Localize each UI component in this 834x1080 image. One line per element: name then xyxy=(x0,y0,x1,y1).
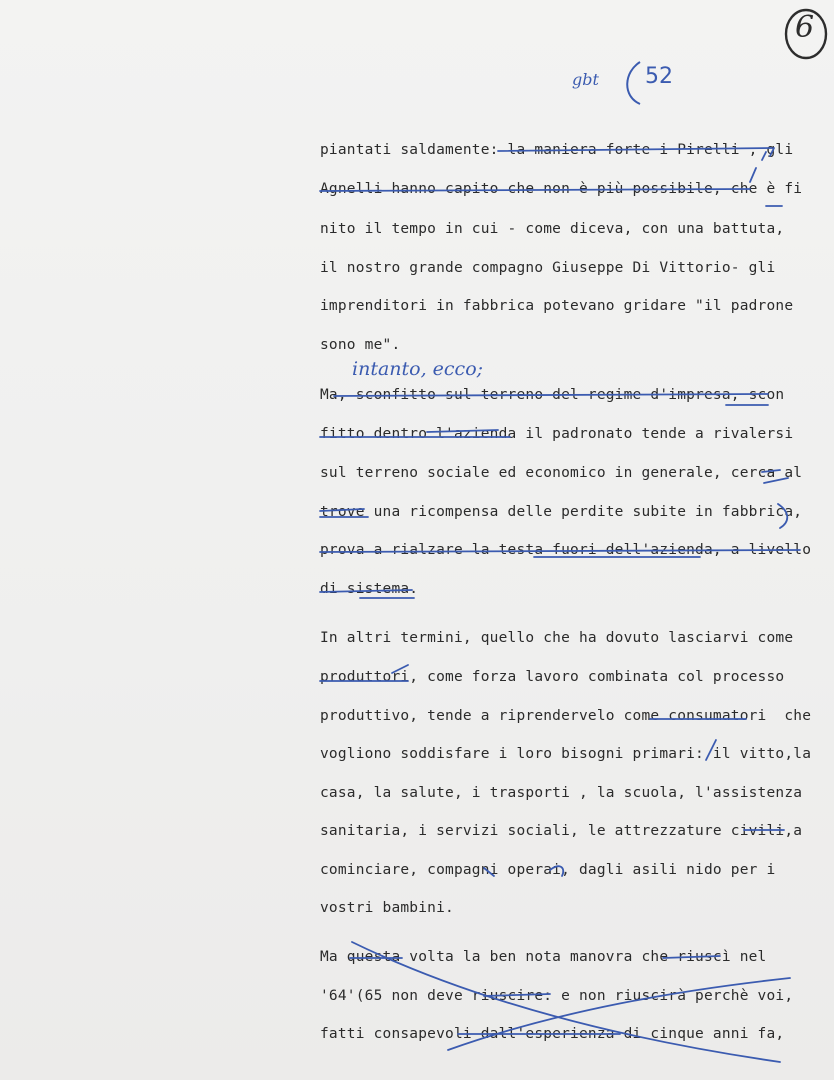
text-line: sanitaria, i servizi sociali, le attrezzature civili,a xyxy=(320,823,803,839)
insertion-note: intanto, ecco; xyxy=(352,358,484,380)
text-line: di sistema. xyxy=(320,581,419,597)
text-line: sono me". xyxy=(320,337,401,353)
margin-note-number: 52 xyxy=(645,64,673,89)
text-line: trove una ricompensa delle perdite subite in fabbrica, xyxy=(320,504,803,520)
text-line: In altri termini, quello che ha dovuto lasciarvi come xyxy=(320,630,794,646)
text-line: imprenditori in fabbrica potevano gridare "il padrone xyxy=(320,298,794,314)
text-line: Agnelli hanno capito che non è più possibile, che è fi xyxy=(320,181,803,197)
text-line: fatti consapevoli dall'esperienza di cinque anni fa, xyxy=(320,1026,785,1042)
text-line: Ma, sconfitto sul terreno del regime d'impresa, scon xyxy=(320,387,785,403)
text-line: prova a rialzare la testa fuori dell'azienda, a livello xyxy=(320,542,812,558)
page-number-mark: 6 xyxy=(795,10,815,45)
text-line: produttori, come forza lavoro combinata col processo xyxy=(320,669,785,685)
text-line: il nostro grande compagno Giuseppe Di Vittorio- gli xyxy=(320,260,776,276)
margin-note-prefix: gbt xyxy=(572,70,599,89)
text-line: nito il tempo in cui - come diceva, con una battuta, xyxy=(320,221,785,237)
text-line: sul terreno sociale ed economico in generale, cerca al xyxy=(320,465,803,481)
text-line: casa, la salute, i trasporti , la scuola, l'assistenza xyxy=(320,785,803,801)
text-line: vogliono soddisfare i loro bisogni primari: il vitto,la xyxy=(320,746,812,762)
text-line: vostri bambini. xyxy=(320,900,454,916)
text-line: '64'(65 non deve riuscire: e non riuscirà perchè voi, xyxy=(320,988,794,1004)
text-line: produttivo, tende a riprendervelo come consumatori che xyxy=(320,708,812,724)
text-line: cominciare, compagni operai, dagli asili nido per i xyxy=(320,862,776,878)
text-line: piantati saldamente: la maniera forte i Pirelli , gli xyxy=(320,142,794,158)
text-line: Ma questa volta la ben nota manovra che riuscì nel xyxy=(320,949,767,965)
text-line: fitto dentro l'azienda il padronato tende a rivalersi xyxy=(320,426,794,442)
